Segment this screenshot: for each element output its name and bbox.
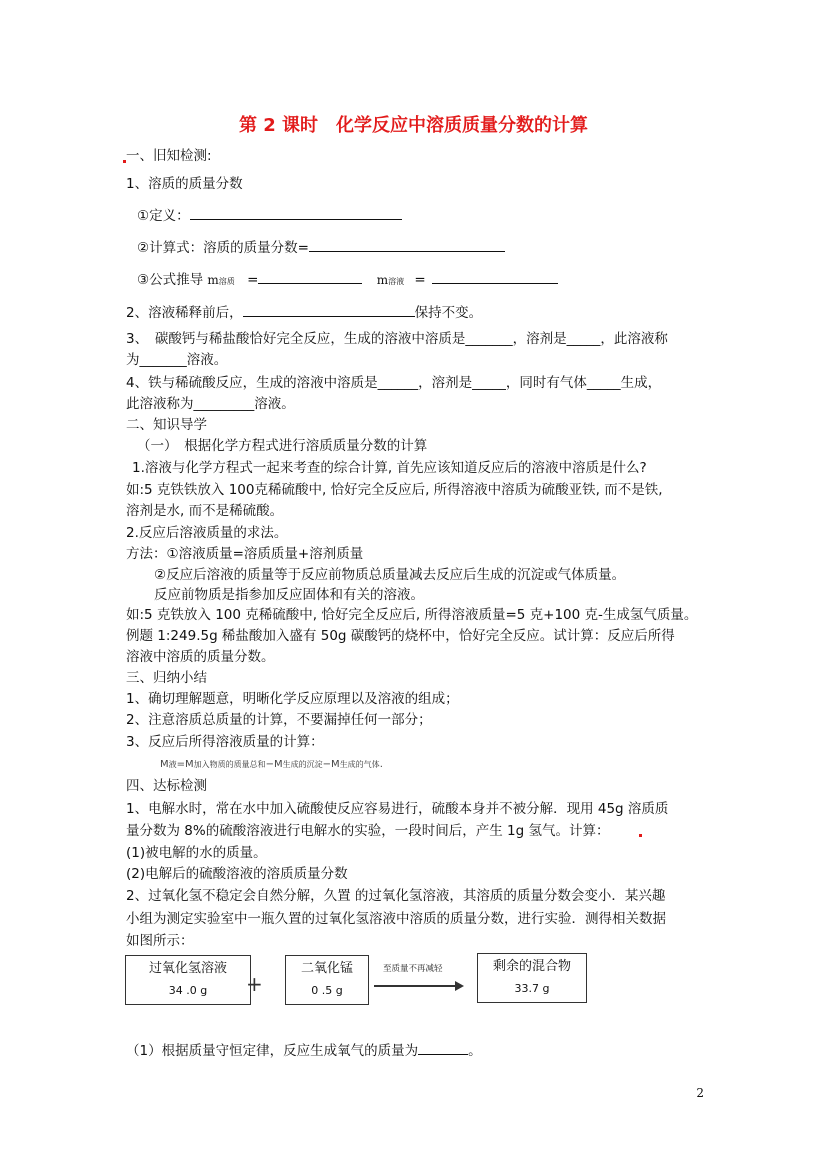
formula-line xyxy=(137,238,505,257)
summary3: 3、反应后所得溶液质量的计算： xyxy=(126,734,324,750)
section2-heading: 二、知识导学 xyxy=(126,417,207,433)
example-line2: 例题 1:249.5g 稀盐酸加入盛有 50g 碳酸钙的烧杯中，恰好完全反应。试计算：反应后所得 xyxy=(126,628,675,644)
eq2: = xyxy=(414,272,426,288)
section3-heading: 三、归纳小结 xyxy=(126,670,207,686)
page-number: 2 xyxy=(696,1086,704,1100)
formula-sub-solution: 液 xyxy=(168,760,177,769)
mass-formula xyxy=(160,756,383,774)
method2: ②反应后溶液的质量等于反应前物质总质量减去反应后生成的沉淀或气体质量。 xyxy=(154,567,626,583)
method3: 反应前物质是指参加反应固体和有关的溶液。 xyxy=(154,587,424,603)
formula-sub-gas: 生成的气体 xyxy=(339,760,380,769)
definition-label: ①定义： xyxy=(137,208,190,224)
q2-line2: 小组为测定实验室中一瓶久置的过氧化氢溶液中溶质的质量分数，进行实验．测得相关数据 xyxy=(126,911,666,927)
q2-sub-end: 。 xyxy=(468,1043,482,1059)
box1-label: 过氧化氢溶液 xyxy=(148,961,227,976)
derive-label: ③公式推导 xyxy=(137,272,204,288)
method1: 方法：①溶液质量=溶质质量+溶剂质量 xyxy=(126,546,364,562)
m-solution-letter: m xyxy=(376,273,389,287)
box3-label: 剩余的混合物 xyxy=(492,959,571,974)
section1-heading: 一、旧知检测: xyxy=(126,148,212,164)
q2-line3: 如图所示： xyxy=(126,933,194,949)
q1-b: (2)电解后的硫酸溶液的溶质质量分数 xyxy=(126,866,348,882)
summary1: 1、确切理解题意，明晰化学反应原理以及溶液的组成； xyxy=(126,691,459,707)
formula-eq: =M xyxy=(176,759,194,770)
m-solute-letter: m xyxy=(207,273,219,287)
item2-pre: 2、溶液稀释前后， xyxy=(126,305,243,321)
q2-subquestion xyxy=(126,1041,482,1060)
para1-line1: 1.溶液与化学方程式一起来考查的综合计算, 首先应该知道反应后的溶液中溶质是什么? xyxy=(132,460,647,476)
box1-value: 34 .0 g xyxy=(168,984,208,997)
formula-m: M xyxy=(160,759,169,770)
m-solution-sub: 溶液 xyxy=(388,277,405,286)
formula-blank xyxy=(309,238,505,252)
m-solution-blank xyxy=(432,270,558,284)
item4-line2: 此溶液称为_________溶液。 xyxy=(126,396,295,412)
example-line1: 如:5 克铁放入 100 克稀硫酸中, 恰好完全反应后, 所得溶液质量=5 克+100 克-生成氢气质量。 xyxy=(126,607,698,623)
box2-value: 0 .5 g xyxy=(311,984,343,997)
oxygen-mass-blank xyxy=(418,1041,468,1055)
red-mark-2 xyxy=(639,834,642,837)
formula-sub-precipitate: 生成的沉淀 xyxy=(282,760,323,769)
box3-value: 33.7 g xyxy=(514,982,550,995)
example-line3: 溶液中溶质的质量分数。 xyxy=(126,649,275,665)
para1-line2: 如:5 克铁铁放入 100克稀硫酸中, 恰好完全反应后, 所得溶液中溶质为硫酸亚铁, 而不是铁, xyxy=(126,482,663,498)
formula-end: . xyxy=(379,759,383,770)
arrow-label: 至质量不再减轻 xyxy=(383,964,443,974)
item4-line1: 4、铁与稀硫酸反应，生成的溶液中溶质是______，溶剂是_____，同时有气体_____生成， xyxy=(126,375,662,391)
formula-minus1: −M xyxy=(265,759,283,770)
item1: 1、溶质的质量分数 xyxy=(126,176,243,192)
plus-sign: + xyxy=(246,972,263,996)
formula-minus2: −M xyxy=(322,759,340,770)
subsection1: （一） 根据化学方程式进行溶质质量分数的计算 xyxy=(137,438,428,454)
q1-line1: 1、电解水时，常在水中加入硫酸使反应容易进行，硫酸本身并不被分解．现用 45g 溶质质 xyxy=(126,801,669,817)
item3-line1: 3、 碳酸钙与稀盐酸恰好完全反应，生成的溶液中溶质是_______，溶剂是_____，此溶液称 xyxy=(126,331,668,347)
definition-blank xyxy=(190,206,402,220)
summary2: 2、注意溶质总质量的计算，不要漏掉任何一部分； xyxy=(126,712,432,728)
q2-sub-text: （1）根据质量守恒定律，反应生成氧气的质量为 xyxy=(126,1043,419,1059)
eq1: = xyxy=(247,272,259,288)
q1-a: (1)被电解的水的质量。 xyxy=(126,845,267,861)
box-manganese-dioxide xyxy=(285,955,369,1005)
item2-line xyxy=(126,303,482,322)
arrow-line xyxy=(374,985,456,987)
box-remaining-mixture xyxy=(477,953,587,1003)
item3-line2: 为_______溶液。 xyxy=(126,352,228,368)
page-title: 第 2 课时 化学反应中溶质质量分数的计算 xyxy=(238,115,589,136)
definition-line xyxy=(137,206,402,225)
m-solute-blank xyxy=(258,270,362,284)
arrow-head-icon xyxy=(455,981,464,991)
q1-line2: 量分数为 8%的硫酸溶液进行电解水的实验，一段时间后，产生 1g 氢气。计算： xyxy=(126,823,610,839)
box2-label: 二氧化锰 xyxy=(300,961,353,976)
box-hydrogen-peroxide xyxy=(125,955,251,1005)
para1-line3: 溶剂是水, 而不是稀硫酸。 xyxy=(126,503,284,519)
m-solute-sub: 溶质 xyxy=(218,277,235,286)
formula-label: ②计算式：溶质的质量分数= xyxy=(137,240,309,256)
q2-line1: 2、过氧化氢不稳定会自然分解，久置 的过氧化氢溶液，其溶质的质量分数会变小．某兴趣 xyxy=(126,888,666,904)
derive-line xyxy=(137,270,558,291)
section4-heading: 四、达标检测 xyxy=(126,778,207,794)
item2-post: 保持不变。 xyxy=(414,305,483,321)
para2: 2.反应后溶液质量的求法。 xyxy=(126,525,288,541)
item2-blank xyxy=(243,303,415,317)
formula-sub-added: 加入物质的质量总和 xyxy=(193,760,266,769)
